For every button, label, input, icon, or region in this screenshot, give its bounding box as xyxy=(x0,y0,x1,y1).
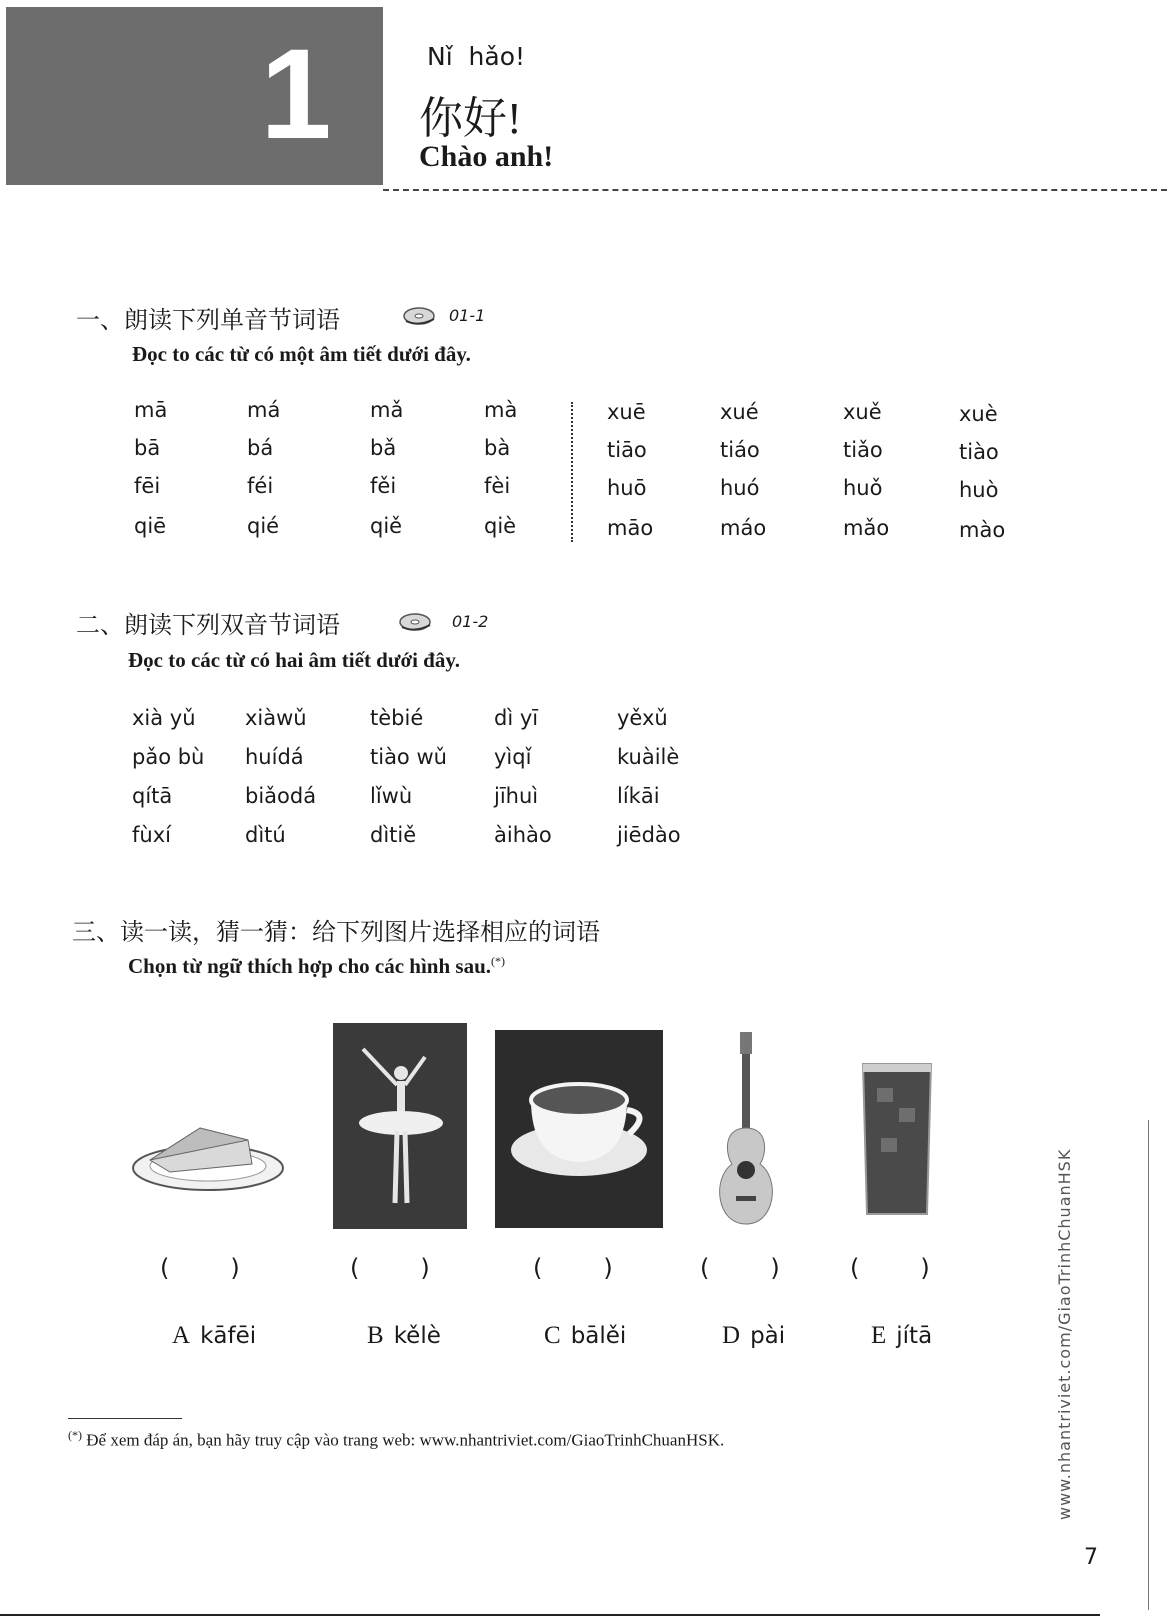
syllable: fěi xyxy=(370,474,397,498)
word: jiēdào xyxy=(617,823,681,847)
footnote-text: Để xem đáp án, bạn hãy truy cập vào trang web: www.nhantriviet.com/GiaoTrinhChuanHSK. xyxy=(82,1430,725,1450)
header-dashed-divider xyxy=(383,189,1167,191)
syllable: bá xyxy=(247,436,274,460)
option-letter: E xyxy=(871,1322,887,1349)
syllable: xuě xyxy=(843,400,882,424)
word: jīhuì xyxy=(494,784,539,808)
syllable: qiē xyxy=(134,514,167,538)
section-1-heading: 一、朗读下列单音节词语 xyxy=(76,308,340,334)
page-edge-line xyxy=(1148,1120,1149,1610)
syllable: xué xyxy=(720,400,759,424)
syllable: huǒ xyxy=(843,476,883,500)
word: kuàilè xyxy=(617,745,680,769)
syllable: mà xyxy=(484,398,518,422)
coffee-cup-image xyxy=(495,1030,663,1228)
section-2-instruction: Đọc to các từ có hai âm tiết dưới đây. xyxy=(128,648,460,672)
syllable: bǎ xyxy=(370,436,397,460)
option-word: bālěi xyxy=(570,1323,627,1349)
word: tiào wǔ xyxy=(370,745,447,769)
syllable: fēi xyxy=(134,474,161,498)
syllable: bā xyxy=(134,436,161,460)
word: fùxí xyxy=(132,823,171,847)
option-word: jítā xyxy=(896,1323,933,1349)
syllable: xuè xyxy=(959,402,998,426)
word: lǐwù xyxy=(370,784,413,808)
word: huídá xyxy=(245,745,304,769)
word: tèbié xyxy=(370,706,424,730)
word: biǎodá xyxy=(245,784,317,808)
syllable: fèi xyxy=(484,474,511,498)
cola-glass-image xyxy=(857,1058,937,1220)
pie-image xyxy=(130,1110,286,1200)
syllable: mào xyxy=(959,518,1006,542)
answer-blank[interactable]: ( ) xyxy=(350,1254,430,1282)
word: àihào xyxy=(494,823,552,847)
syllable: māo xyxy=(607,516,654,540)
syllable: máo xyxy=(720,516,767,540)
syllable: huō xyxy=(607,476,647,500)
option-e xyxy=(871,1322,932,1350)
section-2-track: 01-2 xyxy=(452,612,489,631)
page-bottom-rule xyxy=(0,1614,1100,1616)
answer-blank[interactable]: ( ) xyxy=(533,1254,613,1282)
option-letter: B xyxy=(367,1322,384,1349)
option-word: kāfēi xyxy=(200,1323,257,1349)
word: qítā xyxy=(132,784,173,808)
lesson-title-pinyin: Nǐ hǎo! xyxy=(427,42,526,71)
option-a xyxy=(172,1322,256,1350)
option-d xyxy=(722,1322,785,1350)
lesson-title-vietnamese: Chào anh! xyxy=(419,140,554,173)
word: xià yǔ xyxy=(132,706,196,730)
footnote-marker: (*) xyxy=(491,954,506,968)
audio-cd-icon xyxy=(398,607,432,633)
footnote-mark: (*) xyxy=(68,1428,82,1442)
word: dìtú xyxy=(245,823,286,847)
section-1-track: 01-1 xyxy=(449,306,486,325)
option-b xyxy=(367,1322,441,1350)
option-word: kělè xyxy=(393,1323,441,1349)
word: yìqǐ xyxy=(494,745,532,769)
word: yěxǔ xyxy=(617,706,668,730)
syllable: féi xyxy=(247,474,274,498)
word: líkāi xyxy=(617,784,660,808)
section-2-heading: 二、朗读下列双音节词语 xyxy=(76,613,340,639)
syllable: tiáo xyxy=(720,438,760,462)
answer-blank[interactable]: ( ) xyxy=(160,1254,240,1282)
footnote-divider xyxy=(68,1418,182,1419)
syllable: tiào xyxy=(959,440,999,464)
option-c xyxy=(544,1322,626,1350)
footnote xyxy=(68,1428,724,1451)
syllable: mā xyxy=(134,398,168,422)
word: dì yī xyxy=(494,706,539,730)
syllable: qiè xyxy=(484,514,517,538)
word: dìtiě xyxy=(370,823,417,847)
section-3-instruction-text: Chọn từ ngữ thích hợp cho các hình sau. xyxy=(128,954,492,978)
syllable: xuē xyxy=(607,400,646,424)
syllable: mǎo xyxy=(843,516,890,540)
section-1-instruction: Đọc to các từ có một âm tiết dưới đây. xyxy=(132,342,471,366)
syllable: huó xyxy=(720,476,760,500)
guitar-image xyxy=(706,1028,786,1228)
syllable: bà xyxy=(484,436,511,460)
syllable: qié xyxy=(247,514,280,538)
side-website-url: www.nhantriviet.com/GiaoTrinhChuanHSK xyxy=(1055,1148,1074,1520)
ballet-dancer-image xyxy=(333,1023,467,1229)
syllable: qiě xyxy=(370,514,403,538)
section-3-heading: 三、读一读，猜一猜：给下列图片选择相应的词语 xyxy=(72,920,600,946)
audio-cd-icon xyxy=(402,301,436,327)
answer-blank[interactable]: ( ) xyxy=(700,1254,780,1282)
word: xiàwǔ xyxy=(245,706,307,730)
syllable: má xyxy=(247,398,281,422)
section-3-instruction xyxy=(128,954,505,979)
page-number: 7 xyxy=(1084,1545,1098,1570)
syllable: huò xyxy=(959,478,999,502)
option-letter: C xyxy=(544,1322,561,1349)
lesson-title-chinese: 你好! xyxy=(419,94,522,143)
option-letter: D xyxy=(722,1322,741,1349)
syllable: tiāo xyxy=(607,438,647,462)
answer-blank[interactable]: ( ) xyxy=(850,1254,930,1282)
word: pǎo bù xyxy=(132,745,205,769)
column-separator xyxy=(571,402,573,542)
option-word: pài xyxy=(750,1323,786,1349)
syllable: mǎ xyxy=(370,398,404,422)
syllable: tiǎo xyxy=(843,438,883,462)
lesson-number: 1 xyxy=(260,23,332,166)
option-letter: A xyxy=(172,1322,191,1349)
